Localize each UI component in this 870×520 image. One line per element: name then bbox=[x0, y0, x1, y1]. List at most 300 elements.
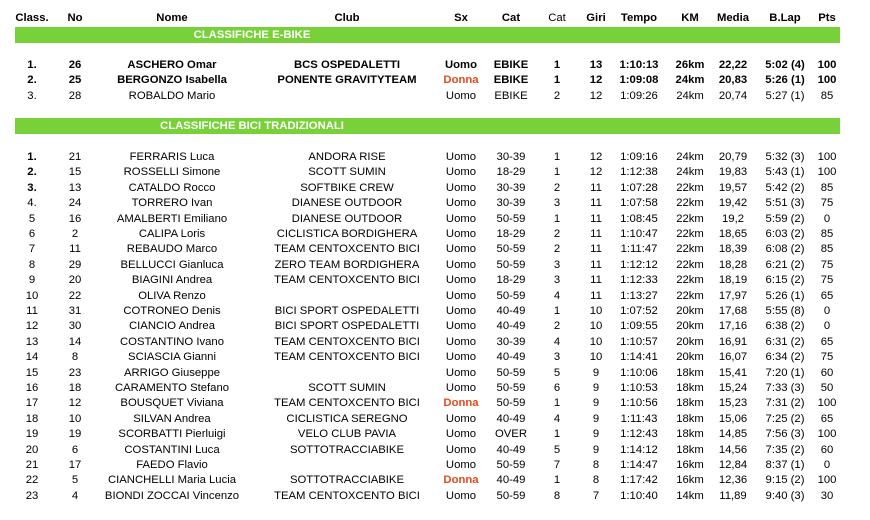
cell-club: SOTTOTRACCIABIKE bbox=[289, 474, 405, 487]
cell-media: 17,68 bbox=[718, 305, 748, 317]
cell-tempo: 1:10:57 bbox=[620, 335, 658, 348]
cell-tempo: 1:12:38 bbox=[620, 166, 658, 179]
cell-km: 24km bbox=[676, 166, 704, 179]
cell-cat: 18-29 bbox=[496, 228, 526, 240]
table-row bbox=[0, 427, 870, 442]
cell-no: 20 bbox=[68, 274, 82, 287]
cell-nome: COSTANTINI Luca bbox=[124, 443, 220, 456]
header-cat-rank: Cat bbox=[548, 12, 566, 24]
cell-cat: 50-59 bbox=[496, 289, 526, 302]
cell-no: 2 bbox=[71, 228, 79, 240]
cell-club: TEAM CENTOXCENTO BICI bbox=[274, 243, 420, 256]
cell-tempo: 1:12:12 bbox=[620, 258, 658, 271]
cell-cat2: 1 bbox=[553, 166, 561, 179]
cell-km: 22km bbox=[676, 228, 704, 240]
cell-nome: AMALBERTI Emiliano bbox=[116, 212, 228, 225]
table-row bbox=[0, 165, 870, 180]
cell-giri: 10 bbox=[589, 351, 603, 364]
cell-class: 10 bbox=[25, 289, 39, 302]
cell-nome: BOUSQUET Viviana bbox=[120, 397, 224, 410]
cell-cat2: 4 bbox=[553, 335, 561, 348]
cell-km: 16km bbox=[676, 459, 704, 471]
cell-sx: Uomo bbox=[445, 351, 477, 364]
cell-tempo: 1:14:41 bbox=[620, 351, 658, 364]
cell-sx: Uomo bbox=[445, 228, 477, 240]
cell-cat2: 1 bbox=[553, 59, 561, 71]
cell-cat: 40-49 bbox=[496, 474, 526, 487]
cell-tempo: 1:07:58 bbox=[620, 197, 658, 210]
cell-cat: OVER bbox=[494, 428, 527, 441]
cell-blap: 5:26 (1) bbox=[765, 74, 805, 87]
cell-tempo: 1:07:28 bbox=[620, 181, 658, 194]
cell-no: 22 bbox=[68, 289, 82, 302]
cell-tempo: 1:10:13 bbox=[619, 59, 659, 71]
cell-media: 18,65 bbox=[718, 228, 748, 240]
cell-cat: 30-39 bbox=[496, 335, 526, 348]
cell-km: 18km bbox=[676, 382, 704, 394]
cell-sx: Uomo bbox=[445, 289, 477, 302]
cell-cat2: 1 bbox=[553, 397, 561, 410]
table-row bbox=[0, 335, 870, 350]
cell-pts: 75 bbox=[820, 274, 834, 287]
cell-sx: Donna bbox=[443, 397, 479, 410]
cell-no: 14 bbox=[68, 335, 82, 348]
cell-blap: 7:33 (3) bbox=[765, 382, 805, 394]
header-nome: Nome bbox=[156, 12, 188, 24]
cell-cat2: 2 bbox=[553, 89, 561, 102]
cell-pts: 85 bbox=[820, 228, 834, 240]
cell-class: 14 bbox=[25, 351, 39, 364]
cell-nome: ASCHERO Omar bbox=[127, 59, 217, 71]
cell-pts: 85 bbox=[820, 243, 834, 256]
cell-giri: 11 bbox=[590, 289, 602, 302]
cell-blap: 5:32 (3) bbox=[765, 151, 805, 163]
cell-media: 20,79 bbox=[718, 151, 748, 163]
cell-class: 15 bbox=[25, 366, 39, 379]
table-row bbox=[0, 473, 870, 488]
page-corner-mark bbox=[445, 0, 465, 3]
cell-media: 16,91 bbox=[718, 335, 748, 348]
header-cat: Cat bbox=[501, 12, 521, 24]
cell-pts: 0 bbox=[823, 212, 831, 225]
cell-blap: 9:40 (3) bbox=[765, 489, 805, 502]
cell-cat2: 1 bbox=[553, 305, 561, 317]
cell-class: 2. bbox=[27, 166, 37, 179]
header-blap: B.Lap bbox=[769, 12, 801, 24]
cell-media: 14,85 bbox=[718, 428, 748, 441]
table-row bbox=[0, 396, 870, 411]
cell-km: 22km bbox=[676, 274, 704, 287]
cell-club: ZERO TEAM BORDIGHERA bbox=[274, 258, 420, 271]
cell-tempo: 1:10:53 bbox=[620, 382, 658, 394]
cell-blap: 7:31 (2) bbox=[765, 397, 805, 410]
cell-km: 20km bbox=[676, 351, 704, 364]
cell-blap: 5:59 (2) bbox=[765, 212, 805, 225]
cell-blap: 7:20 (1) bbox=[765, 366, 805, 379]
cell-club: TEAM CENTOXCENTO BICI bbox=[274, 335, 420, 348]
cell-no: 4 bbox=[71, 489, 79, 502]
cell-pts: 30 bbox=[820, 489, 834, 502]
header-tempo: Tempo bbox=[620, 12, 658, 24]
cell-giri: 12 bbox=[589, 74, 603, 87]
cell-tempo: 1:12:33 bbox=[620, 274, 658, 287]
cell-cat: EBIKE bbox=[494, 89, 528, 102]
table-row bbox=[0, 242, 870, 257]
cell-sx: Uomo bbox=[445, 305, 477, 317]
cell-cat2: 4 bbox=[553, 412, 561, 425]
cell-nome: BELLUCCI Gianluca bbox=[120, 258, 224, 271]
cell-tempo: 1:08:45 bbox=[620, 212, 658, 225]
cell-km: 26km bbox=[675, 59, 705, 71]
cell-km: 20km bbox=[676, 320, 704, 333]
cell-class: 4. bbox=[27, 197, 37, 210]
cell-giri: 9 bbox=[592, 397, 600, 410]
cell-media: 20,83 bbox=[718, 74, 748, 87]
cell-cat2: 2 bbox=[553, 181, 561, 194]
cell-cat: 50-59 bbox=[496, 243, 526, 256]
cell-nome: SILVAN Andrea bbox=[133, 412, 211, 425]
cell-media: 20,74 bbox=[718, 89, 748, 102]
table-row bbox=[0, 443, 870, 458]
cell-cat2: 8 bbox=[553, 489, 561, 502]
cell-nome: OLIVA Renzo bbox=[138, 289, 206, 302]
cell-cat2: 3 bbox=[553, 258, 561, 271]
cell-giri: 8 bbox=[592, 474, 600, 487]
cell-blap: 5:55 (8) bbox=[765, 305, 805, 317]
table-row bbox=[0, 412, 870, 427]
cell-nome: COSTANTINO Ivano bbox=[120, 335, 224, 348]
cell-giri: 11 bbox=[590, 181, 602, 194]
table-row bbox=[0, 273, 870, 288]
cell-cat: 50-59 bbox=[496, 212, 526, 225]
cell-club: BICI SPORT OSPEDALETTI bbox=[274, 305, 420, 317]
cell-nome: FERRARIS Luca bbox=[129, 151, 215, 163]
cell-cat: 50-59 bbox=[496, 459, 526, 471]
cell-sx: Uomo bbox=[444, 59, 477, 71]
cell-cat: 40-49 bbox=[496, 320, 526, 333]
cell-sx: Uomo bbox=[445, 166, 477, 179]
cell-giri: 8 bbox=[592, 459, 600, 471]
cell-cat2: 5 bbox=[553, 366, 561, 379]
cell-km: 18km bbox=[676, 428, 704, 441]
cell-pts: 50 bbox=[820, 382, 834, 394]
cell-nome: REBAUDO Marco bbox=[126, 243, 218, 256]
cell-class: 9 bbox=[28, 274, 36, 287]
cell-tempo: 1:09:16 bbox=[620, 151, 658, 163]
cell-nome: ROBALDO Mario bbox=[128, 89, 216, 102]
cell-nome: CIANCHELLI Maria Lucia bbox=[107, 474, 237, 487]
cell-km: 18km bbox=[676, 412, 704, 425]
cell-sx: Uomo bbox=[445, 197, 477, 210]
cell-cat2: 2 bbox=[553, 243, 561, 256]
cell-giri: 12 bbox=[589, 89, 603, 102]
cell-media: 18,19 bbox=[718, 274, 748, 287]
cell-sx: Uomo bbox=[445, 258, 477, 271]
cell-tempo: 1:10:56 bbox=[620, 397, 658, 410]
cell-cat: 18-29 bbox=[496, 166, 526, 179]
cell-giri: 11 bbox=[590, 274, 602, 287]
cell-media: 11,89 bbox=[719, 489, 747, 502]
cell-km: 22km bbox=[676, 289, 704, 302]
cell-cat: 50-59 bbox=[496, 258, 526, 271]
cell-cat2: 6 bbox=[553, 382, 561, 394]
cell-class: 1. bbox=[27, 151, 37, 163]
cell-km: 20km bbox=[676, 335, 704, 348]
cell-club: TEAM CENTOXCENTO BICI bbox=[274, 274, 420, 287]
cell-pts: 85 bbox=[820, 89, 834, 102]
cell-media: 19,2 bbox=[722, 212, 744, 225]
cell-nome: BERGONZO Isabella bbox=[117, 74, 227, 87]
cell-nome: COTRONEO Denis bbox=[123, 305, 221, 317]
cell-cat: 40-49 bbox=[496, 305, 526, 317]
cell-no: 8 bbox=[71, 351, 79, 364]
cell-club: PONENTE GRAVITYTEAM bbox=[277, 74, 417, 87]
cell-blap: 5:27 (1) bbox=[765, 89, 805, 102]
table-row bbox=[0, 196, 870, 211]
cell-blap: 6:15 (2) bbox=[765, 274, 805, 287]
table-row bbox=[0, 89, 870, 104]
cell-giri: 10 bbox=[589, 335, 603, 348]
cell-cat2: 3 bbox=[553, 274, 561, 287]
cell-giri: 7 bbox=[592, 489, 600, 502]
cell-blap: 5:26 (1) bbox=[765, 289, 805, 302]
cell-sx: Uomo bbox=[445, 212, 477, 225]
table-row bbox=[0, 304, 870, 319]
cell-tempo: 1:07:52 bbox=[620, 305, 658, 317]
cell-cat2: 4 bbox=[553, 289, 561, 302]
cell-club: SOFTBIKE CREW bbox=[300, 181, 394, 194]
cell-km: 18km bbox=[676, 443, 704, 456]
table-row bbox=[0, 381, 870, 396]
cell-media: 15,23 bbox=[718, 397, 748, 410]
cell-pts: 0 bbox=[823, 459, 831, 471]
cell-nome: ROSSELLI Simone bbox=[123, 166, 221, 179]
cell-pts: 100 bbox=[817, 428, 837, 441]
cell-no: 11 bbox=[69, 243, 81, 256]
cell-cat: EBIKE bbox=[493, 59, 529, 71]
cell-club: TEAM CENTOXCENTO BICI bbox=[274, 351, 420, 364]
table-row bbox=[0, 458, 870, 473]
cell-pts: 75 bbox=[820, 258, 834, 271]
cell-cat: 50-59 bbox=[496, 397, 526, 410]
cell-media: 19,42 bbox=[718, 197, 748, 210]
cell-pts: 0 bbox=[823, 320, 831, 333]
cell-giri: 11 bbox=[590, 197, 602, 210]
cell-tempo: 1:10:47 bbox=[620, 228, 658, 240]
cell-club: VELO CLUB PAVIA bbox=[297, 428, 397, 441]
cell-cat2: 7 bbox=[553, 459, 561, 471]
cell-pts: 60 bbox=[820, 443, 834, 456]
cell-pts: 100 bbox=[817, 59, 837, 71]
cell-blap: 7:35 (2) bbox=[765, 443, 805, 456]
table-row bbox=[0, 489, 870, 504]
cell-blap: 9:15 (2) bbox=[765, 474, 805, 487]
table-row bbox=[0, 181, 870, 196]
cell-no: 5 bbox=[71, 474, 79, 487]
table-header bbox=[0, 11, 870, 26]
cell-sx: Uomo bbox=[445, 412, 477, 425]
cell-class: 2. bbox=[27, 74, 37, 87]
cell-nome: FAEDO Flavio bbox=[136, 459, 208, 471]
cell-pts: 100 bbox=[817, 166, 837, 179]
cell-class: 13 bbox=[25, 335, 39, 348]
cell-pts: 85 bbox=[820, 181, 834, 194]
cell-no: 19 bbox=[68, 428, 82, 441]
cell-km: 18km bbox=[676, 366, 704, 379]
cell-sx: Uomo bbox=[445, 89, 477, 102]
cell-cat: EBIKE bbox=[493, 74, 529, 87]
cell-cat: 50-59 bbox=[496, 366, 526, 379]
cell-giri: 9 bbox=[592, 382, 600, 394]
cell-tempo: 1:17:42 bbox=[620, 474, 658, 487]
cell-nome: SCIASCIA Gianni bbox=[128, 351, 216, 364]
cell-class: 23 bbox=[25, 489, 39, 502]
cell-nome: CALIPA Loris bbox=[138, 228, 206, 240]
cell-cat2: 1 bbox=[553, 74, 561, 87]
table-row bbox=[0, 258, 870, 273]
header-no: No bbox=[67, 12, 83, 24]
cell-club: TEAM CENTOXCENTO BICI bbox=[274, 397, 420, 410]
cell-pts: 65 bbox=[820, 289, 834, 302]
cell-giri: 11 bbox=[590, 243, 602, 256]
cell-pts: 60 bbox=[820, 366, 834, 379]
cell-blap: 6:31 (2) bbox=[765, 335, 805, 348]
cell-sx: Uomo bbox=[445, 428, 477, 441]
cell-class: 12 bbox=[25, 320, 39, 333]
table-row bbox=[0, 366, 870, 381]
cell-cat: 40-49 bbox=[496, 443, 526, 456]
table-row bbox=[0, 289, 870, 304]
cell-club: BCS OSPEDALETTI bbox=[293, 59, 401, 71]
cell-sx: Uomo bbox=[445, 243, 477, 256]
cell-no: 26 bbox=[68, 59, 82, 71]
cell-class: 5 bbox=[28, 212, 36, 225]
cell-giri: 10 bbox=[589, 320, 603, 333]
cell-class: 18 bbox=[25, 412, 39, 425]
cell-no: 25 bbox=[68, 74, 82, 87]
cell-km: 22km bbox=[676, 197, 704, 210]
cell-tempo: 1:11:43 bbox=[620, 412, 658, 425]
cell-cat: 40-49 bbox=[496, 412, 526, 425]
cell-club: ANDORA RISE bbox=[308, 151, 386, 163]
cell-km: 22km bbox=[676, 243, 704, 256]
cell-tempo: 1:14:12 bbox=[620, 443, 658, 456]
cell-no: 28 bbox=[68, 89, 82, 102]
cell-sx: Uomo bbox=[445, 320, 477, 333]
cell-tempo: 1:09:55 bbox=[620, 320, 658, 333]
cell-pts: 100 bbox=[817, 397, 837, 410]
cell-km: 14km bbox=[676, 489, 704, 502]
cell-nome: BIAGINI Andrea bbox=[131, 274, 213, 287]
cell-nome: BIONDI ZOCCAI Vincenzo bbox=[104, 489, 240, 502]
cell-cat2: 1 bbox=[553, 474, 561, 487]
cell-giri: 12 bbox=[589, 151, 603, 163]
cell-no: 12 bbox=[68, 397, 82, 410]
cell-giri: 11 bbox=[590, 258, 602, 271]
cell-sx: Uomo bbox=[445, 274, 477, 287]
cell-blap: 5:51 (3) bbox=[765, 197, 805, 210]
cell-no: 24 bbox=[68, 197, 82, 210]
cell-km: 22km bbox=[676, 258, 704, 271]
cell-no: 17 bbox=[68, 459, 82, 471]
header-pts: Pts bbox=[818, 12, 836, 24]
cell-pts: 100 bbox=[817, 151, 837, 163]
table-row bbox=[0, 350, 870, 365]
cell-club: BICI SPORT OSPEDALETTI bbox=[274, 320, 420, 333]
cell-cat: 50-59 bbox=[496, 382, 526, 394]
cell-pts: 65 bbox=[820, 412, 834, 425]
cell-pts: 100 bbox=[817, 474, 837, 487]
cell-no: 6 bbox=[71, 443, 79, 456]
cell-km: 24km bbox=[676, 151, 704, 163]
cell-class: 3. bbox=[27, 181, 37, 194]
cell-club: DIANESE OUTDOOR bbox=[291, 212, 403, 225]
cell-media: 15,41 bbox=[718, 366, 748, 379]
cell-giri: 9 bbox=[592, 428, 600, 441]
cell-media: 18,28 bbox=[718, 258, 748, 271]
cell-blap: 5:02 (4) bbox=[765, 59, 805, 71]
cell-blap: 5:43 (1) bbox=[765, 166, 805, 179]
cell-blap: 6:34 (2) bbox=[765, 351, 805, 364]
cell-giri: 13 bbox=[589, 59, 603, 71]
cell-blap: 5:42 (2) bbox=[765, 181, 805, 194]
cell-nome: CIANCIO Andrea bbox=[128, 320, 216, 333]
cell-class: 22 bbox=[25, 474, 39, 487]
cell-km: 22km bbox=[676, 212, 704, 225]
cell-no: 10 bbox=[68, 412, 82, 425]
cell-cat: 30-39 bbox=[496, 181, 526, 194]
cell-cat2: 2 bbox=[553, 228, 561, 240]
cell-sx: Uomo bbox=[445, 489, 477, 502]
cell-media: 15,24 bbox=[718, 382, 748, 394]
cell-sx: Uomo bbox=[445, 181, 477, 194]
cell-class: 7 bbox=[28, 243, 36, 256]
cell-tempo: 1:09:08 bbox=[619, 74, 659, 87]
cell-media: 12,36 bbox=[718, 474, 748, 487]
cell-nome: ARRIGO Giuseppe bbox=[123, 366, 221, 379]
cell-club: SCOTT SUMIN bbox=[308, 166, 386, 179]
cell-km: 24km bbox=[676, 89, 704, 102]
cell-giri: 9 bbox=[592, 366, 600, 379]
cell-giri: 12 bbox=[589, 166, 603, 179]
cell-sx: Donna bbox=[443, 474, 479, 487]
cell-no: 13 bbox=[68, 181, 82, 194]
cell-class: 19 bbox=[25, 428, 39, 441]
cell-tempo: 1:14:47 bbox=[620, 459, 658, 471]
cell-class: 21 bbox=[25, 459, 39, 471]
cell-class: 20 bbox=[25, 443, 39, 456]
cell-cat2: 1 bbox=[553, 428, 561, 441]
cell-sx: Uomo bbox=[445, 459, 477, 471]
cell-class: 3. bbox=[27, 89, 37, 102]
cell-media: 19,57 bbox=[718, 181, 748, 194]
cell-no: 23 bbox=[68, 366, 82, 379]
header-club: Club bbox=[334, 12, 360, 24]
cell-tempo: 1:10:06 bbox=[620, 366, 658, 379]
cell-sx: Uomo bbox=[445, 382, 477, 394]
cell-no: 21 bbox=[68, 151, 82, 163]
cell-class: 11 bbox=[26, 305, 38, 317]
cell-giri: 10 bbox=[589, 305, 603, 317]
cell-blap: 8:37 (1) bbox=[765, 459, 805, 471]
cell-km: 16km bbox=[676, 474, 704, 487]
cell-sx: Uomo bbox=[445, 151, 477, 163]
cell-km: 18km bbox=[676, 397, 704, 410]
cell-cat2: 5 bbox=[553, 443, 561, 456]
section-title: CLASSIFICHE BICI TRADIZIONALI bbox=[160, 120, 344, 132]
cell-blap: 6:38 (2) bbox=[765, 320, 805, 333]
cell-giri: 9 bbox=[592, 412, 600, 425]
